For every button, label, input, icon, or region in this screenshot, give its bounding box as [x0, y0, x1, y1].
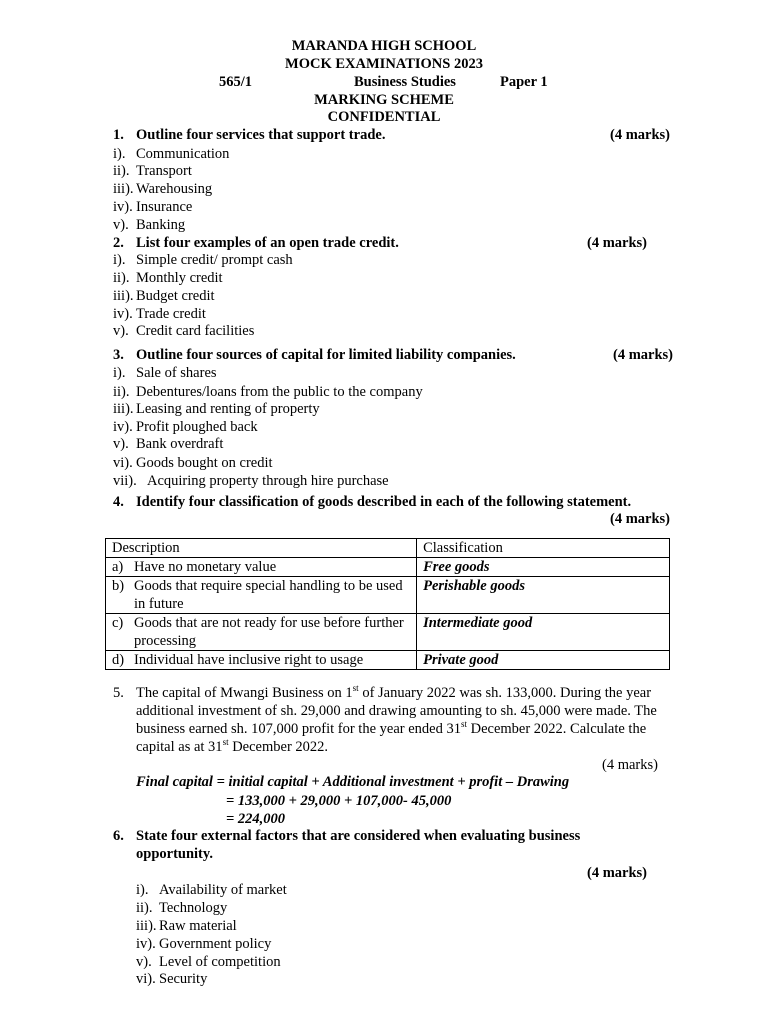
question-text: Outline four services that support trade.: [136, 127, 386, 143]
question-marks: (4 marks): [602, 757, 658, 773]
question-text-line: additional investment of sh. 29,000 and drawing amounting to sh. 45,000 were made. The: [136, 703, 657, 719]
question-text-line: capital as at 31st December 2022.: [136, 737, 329, 755]
question-number: 1.: [113, 127, 124, 143]
question-text: Identify four classification of goods described in each of the following statement.: [136, 494, 632, 510]
question-text-line: business earned sh. 107,000 profit for the year ended 31st December 2022. Calculate the: [136, 719, 647, 737]
table-row: [106, 558, 670, 577]
question-number: 6.: [113, 828, 124, 844]
question-marks: (4 marks): [587, 865, 648, 881]
question-marks: (4 marks): [587, 235, 648, 251]
formula-line: Final capital = initial capital + Additional investment + profit – Drawing: [136, 774, 570, 790]
question-text-line: State four external factors that are considered when evaluating business: [136, 828, 581, 844]
table-row: [106, 614, 670, 651]
classification-table: [105, 538, 670, 670]
classification-cell: Free goods: [417, 558, 670, 577]
table-row: [106, 651, 670, 670]
calculation-step: = 133,000 + 29,000 + 107,000- 45,000: [226, 793, 452, 809]
subject-name: Business Studies: [354, 74, 456, 90]
document-page: MARANDA HIGH SCHOOL MOCK EXAMINATIONS 2023 565/1 Business Studies Paper 1 MARKING SCHEME CONFIDENTIAL 1. Outline four services that support trade. (4 marks) i). Communication ii). Transport iii). Warehousing iv). Insurance v). Banking 2. List four examples of an open trade credit. (4 marks) i). Simple credit/ prompt cash ii). Monthly credit iii). Budget credit iv). Trade credit v). Credit card facilities 3. Outline four sources of capital for limited liability companies. (4 marks) i). Sale of shares ii). Debentures/loans from the public to the company iii). Leasing and renting of property iv). Profit ploughed back v). Bank overdraft vi). Goods bought on credit vii). Acquiring property through hire purchase 4. Identify four classification of goods described in each of the following statement. (4 marks) Description Classification a) Have no monetary value Free goods b) Goods that require special handling to be used in future Perishable goods c) Goods that are not ready for use before further processing Intermediate good d) Individual have inclusive right to usage Private good 5. The capital of Mwangi Business on 1st of January 2022 was sh. 133,000. During the year additional investment of sh. 29,000 and drawing amounting to sh. 45,000 were made. The business earned sh. 107,000 profit for the year ended 31st December 2022. Calculate the capital as at 31st December 2022. (4 marks) Final capital = initial capital + Additional investment + profit – Drawing = 133,000 + 29,000 + 107,000- 45,000 = 224,000 6. State four external factors that are considered when evaluating business opportunity. (4 marks) i). Availability of market ii). Technology iii). Raw material iv). Government policy v). Level of competition vi). Security: [0, 0, 768, 1024]
paper-number: Paper 1: [500, 74, 548, 90]
question-text: Outline four sources of capital for limited liability companies.: [136, 347, 516, 363]
paper-code: 565/1: [219, 74, 253, 90]
question-text-line: opportunity.: [136, 846, 213, 862]
description-cell: b) Goods that require special handling to be used in future: [106, 577, 417, 614]
question-number: 3.: [113, 347, 124, 363]
classification-cell: Intermediate good: [417, 614, 670, 651]
question-number: 4.: [113, 494, 124, 510]
question-text: List four examples of an open trade credit.: [136, 235, 399, 251]
column-header-classification: Classification: [417, 539, 670, 558]
marking-scheme-title: MARKING SCHEME: [314, 92, 454, 108]
school-name: MARANDA HIGH SCHOOL: [291, 38, 477, 54]
confidential-label: CONFIDENTIAL: [327, 109, 441, 125]
question-marks: (4 marks): [610, 127, 671, 143]
column-header-description: Description: [106, 539, 417, 558]
question-number: 5.: [113, 685, 124, 701]
question-marks: (4 marks): [610, 511, 671, 527]
question-text-line: The capital of Mwangi Business on 1st of January 2022 was sh. 133,000. During the year: [136, 683, 652, 701]
description-cell: d) Individual have inclusive right to usage: [106, 651, 417, 670]
table-row: [106, 577, 670, 614]
exam-title: MOCK EXAMINATIONS 2023: [285, 56, 483, 72]
calculation-result: = 224,000: [226, 811, 286, 827]
table-header-row: [106, 539, 670, 558]
classification-cell: Private good: [417, 651, 670, 670]
description-cell: c) Goods that are not ready for use before further processing: [106, 614, 417, 651]
classification-cell: Perishable goods: [417, 577, 670, 614]
question-number: 2.: [113, 235, 124, 251]
description-cell: a) Have no monetary value: [106, 558, 417, 577]
question-marks: (4 marks): [613, 347, 674, 363]
